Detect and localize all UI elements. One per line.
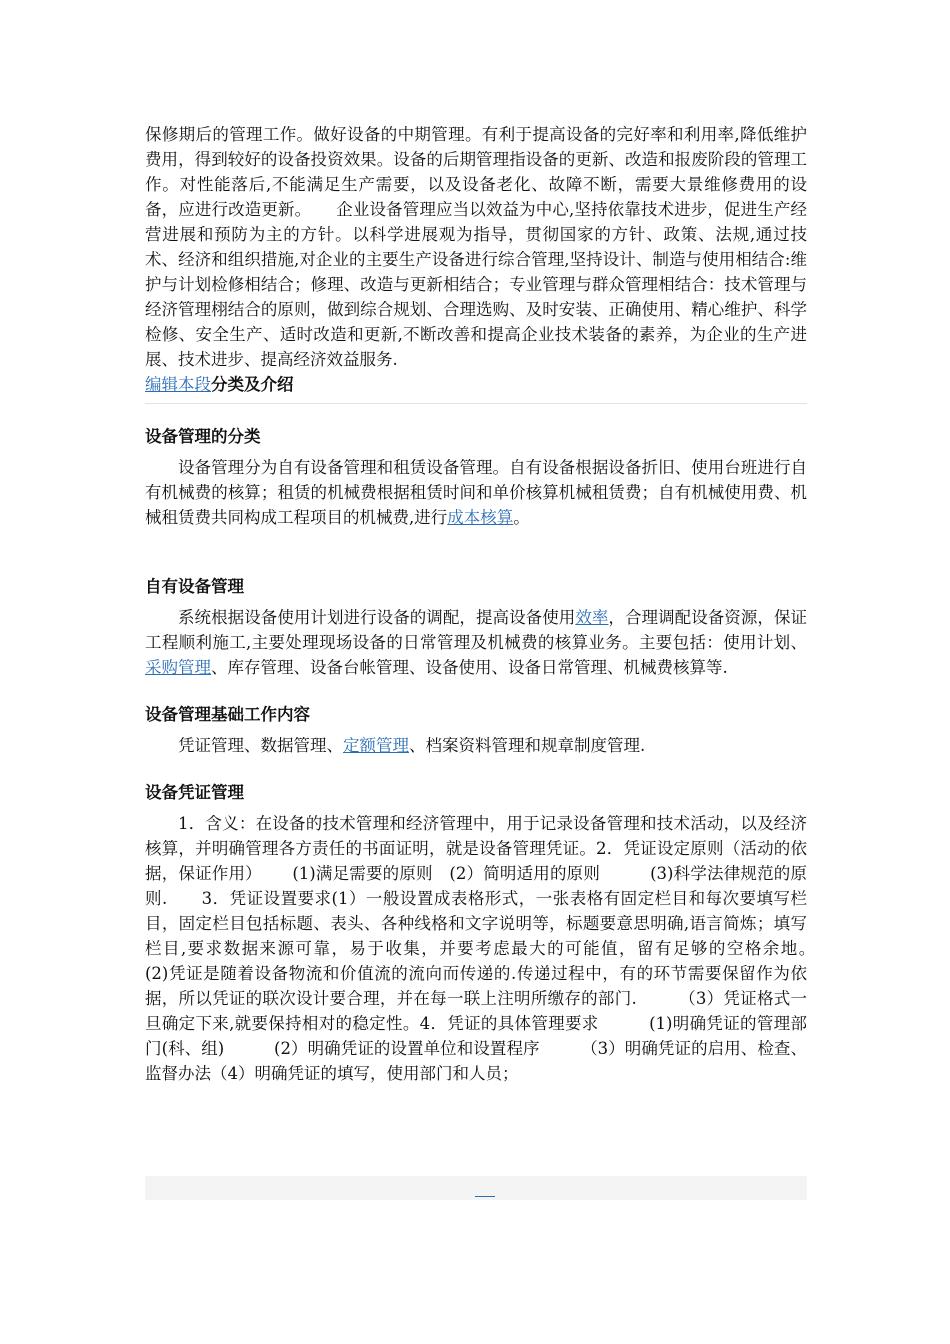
heading-basic-work: 设备管理基础工作内容 (145, 705, 310, 724)
basic-work-text-1: 凭证管理、数据管理、 (178, 736, 343, 755)
own-equipment-text-3: 、库存管理、设备台帐管理、设备使用、设备日常管理、机械费核算等. (211, 658, 728, 677)
efficiency-link[interactable]: 效率 (575, 608, 609, 627)
section-divider (145, 403, 807, 404)
procurement-link[interactable]: 采购管理 (145, 658, 211, 677)
heading-voucher: 设备凭证管理 (145, 783, 244, 802)
cost-accounting-link[interactable]: 成本核算 (447, 508, 514, 527)
heading-classification: 设备管理的分类 (145, 427, 261, 446)
classification-paragraph (145, 455, 807, 530)
document-body (145, 122, 857, 1086)
own-equipment-text-1: 系统根据设备使用计划进行设备的调配，提高设备使用 (178, 608, 576, 627)
section-header (145, 372, 807, 397)
edit-section-link[interactable]: 编辑本段 (145, 375, 211, 394)
basic-work-paragraph (145, 733, 807, 758)
voucher-paragraph: 1．含义：在设备的技术管理和经济管理中，用于记录设备管理和技术活动，以及经济核算，并明确管理各方责任的书面证明，就是设备管理凭证。2．凭证设定原则（活动的依据，保证作用） (1)满足需要的原则 (2）简明适用的原则 (3)科学法律规范的原则. 3．凭证设置要求(1）一般设置成表格形式，一张表格有固定栏目和每次要填写栏目，固定栏目包括标题、表头、各种线格和文字说明等，标题要意思明确,语言简炼；填写栏目,要求数据来源可靠，易于收集，并要考虑最大的可能值，留有足够的空格余地。 (2)凭证是随着设备物流和价值流的流向而传递的.传递过程中，有的环节需要保留作为依据，所以凭证的联次设计要合理，并在每一联上注明所缴存的部门. （3）凭证格式一旦确定下来,就要保持相对的稳定性。4．凭证的具体管理要求 (1)明确凭证的管理部门(科、组) (2）明确凭证的设置单位和设置程序 （3）明确凭证的启用、检查、监督办法（4）明确凭证的填写，使用部门和人员； (145, 814, 857, 1083)
own-equipment-text-2: ，合理调配设备资源，保证工程顺利施工,主要处理现场设备的日常管理及机械费的核算业务。主要包括：使用计划、 (145, 608, 808, 652)
intro-paragraph: 保修期后的管理工作。做好设备的中期管理。有利于提高设备的完好率和利用率,降低维护费用，得到较好的设备投资效果。设备的后期管理指设备的更新、改造和报废阶段的管理工作。对性能落后,不能满足生产需要，以及设备老化、故障不断，需要大景维修费用的设备，应进行改造更新。 企业设备管理应当以效益为中心,坚持依靠技术进步，促进生产经营进展和预防为主的方针。以科学进展观为指导，贯彻国家的方针、政策、法规,通过技术、经济和组织措施,对企业的主要生产设备进行综合管理,坚持设计、制造与使用相结合:维护与计划检修相结合；修理、改造与更新相结合；专业管理与群众管理相结合：技术管理与经济管理栩结合的原则，做到综合规划、合理选购、及时安装、正确使用、精心维护、科学检修、安全生产、适时改造和更新,不断改善和提高企业技术装备的素养，为企业的生产进展、技术进步、提高经济效益服务. (145, 125, 807, 369)
own-equipment-paragraph (145, 605, 807, 680)
section-title: 分类及介绍 (211, 375, 294, 394)
page-footer-bar (145, 1176, 807, 1200)
heading-own-equipment: 自有设备管理 (145, 577, 244, 596)
classification-text: 设备管理分为自有设备管理和租赁设备管理。自有设备根据设备折旧、使用台班进行自有机械费的核算；租赁的机械费根据租赁时间和单价核算机械租赁费；自有机械使用费、机械租赁费共同构成工程项目的机械费,进行 (145, 458, 807, 527)
quota-management-link[interactable]: 定额管理 (343, 736, 409, 755)
basic-work-text-2: 、档案资料管理和规章制度管理. (409, 736, 646, 755)
footer-dash (475, 1196, 495, 1197)
classification-text-end: 。 (513, 508, 530, 527)
